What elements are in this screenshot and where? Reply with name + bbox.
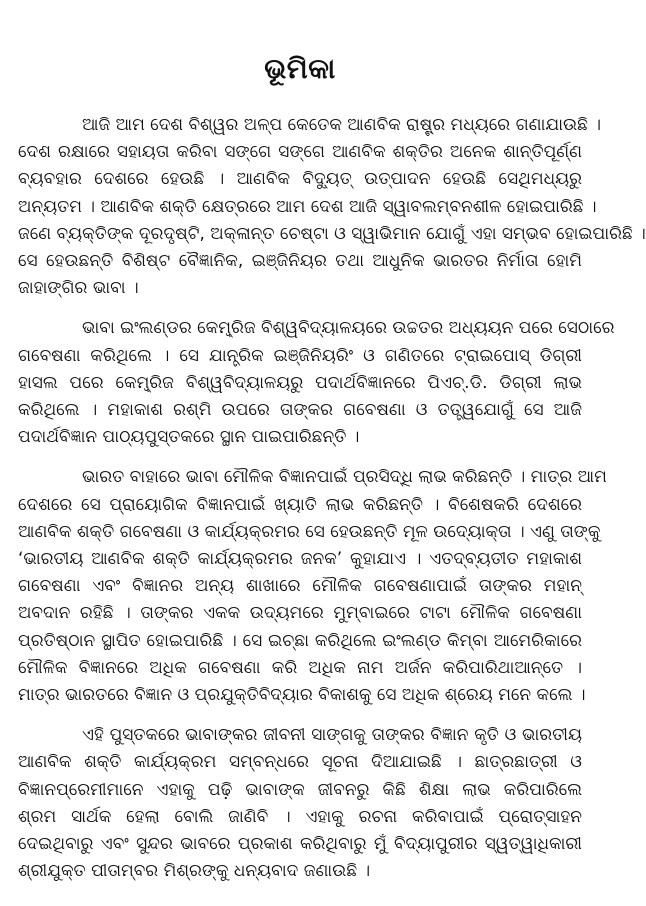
text-line: ପ୍ରତିଷ୍ଠାନ ସ୍ଥାପିତ ହୋଇପାରିଛି । ସେ ଇଚ୍ଛା କରିଥିଲେ ଇଂଲଣ୍ଡ କିମ୍ବା ଆମେରିକାରେ xyxy=(18,630,582,651)
text-line: ଆଣବିକ ଶକ୍ତି କାର୍ଯ୍ୟକ୍ରମ ସମ୍ବନ୍ଧରେ ସୂଚନା ଦିଆଯାଇଛି । ଛାତ୍ରଛାତ୍ରୀ ଓ xyxy=(18,752,582,773)
paragraph-2 xyxy=(18,315,615,451)
text-line: କରିଥିଲେ । ମହାକାଶ ରଶ୍ମି ଉପରେ ତାଙ୍କର ଗବେଷଣା ଓ ତତ୍ତ୍ୱଯୋଗୁଁ ସେ ଆଜି xyxy=(18,400,582,421)
text-line: ହାସଲ ପରେ କେମ୍ବ୍ରିଜ ବିଶ୍ୱବିଦ୍ୟାଳୟରୁ ପଦାର୍ଥବିଜ୍ଞାନରେ ପିଏଚ୍.ଡି. ଡିଗ୍ରୀ ଲାଭ xyxy=(18,372,582,393)
text-line: ଆଜି ଆମ ଦେଶ ବିଶ୍ୱର ଅଳ୍ପ କେତେକ ଆଣବିକ ରାଷ୍ଟ୍ର ମଧ୍ୟରେ ଗଣାଯାଉଛି । xyxy=(82,115,601,135)
text-line: ‘ଭାରତୀୟ ଆଣବିକ ଶକ୍ତି କାର୍ଯ୍ୟକ୍ରମର ଜନକ’ କୁହାଯାଏ । ଏତଦ୍‌ବ୍ୟତୀତ ମହାକାଶ xyxy=(18,549,582,570)
paragraph-3 xyxy=(18,464,607,709)
text-line: ମୌଳିକ ବିଜ୍ଞାନରେ ଅଧିକ ଗବେଷଣା କରି ଅଧିକ ନାମ ଅର୍ଜନ କରିପାରିଥାଆନ୍ତେ । xyxy=(18,657,582,678)
text-line: ଗବେଷଣା ଏବଂ ବିଜ୍ଞାନର ଅନ୍ୟ ଶାଖାରେ ମୌଳିକ ଗବେଷଣାପାଇଁ ତାଙ୍କର ମହାନ୍ xyxy=(18,576,582,597)
text-line: ଭାରତ ବାହାରେ ଭାବା ମୌଳିକ ବିଜ୍ଞାନପାଇଁ ପ୍ରସିଦ୍ଧି ଲାଭ କରିଛନ୍ତି । ମାତ୍ର ଆମ xyxy=(82,467,607,488)
text-line: ଅନ୍ୟତମ । ଆଣବିକ ଶକ୍ତି କ୍ଷେତ୍ରରେ ଆମ ଦେଶ ଆଜି ସ୍ୱାବଲମ୍ବନଶୀଳ ହୋଇପାରିଛି । xyxy=(18,196,597,217)
text-line: ବିଜ୍ଞାନପ୍ରେମୀମାନେ ଏହାକୁ ପଢ଼ି ଭାବାଙ୍କ ଜୀବନରୁ କିଛି ଶିକ୍ଷା ଲାଭ କରିପାରିଲେ xyxy=(18,779,582,800)
text-line: ବ୍ୟବହାର ଦେଶରେ ହେଉଛି । ଆଣବିକ ବିଦ୍ୟୁତ୍ ଉତ୍ପାଦନ ହେଉଛି ସେଥିମଧ୍ୟରୁ xyxy=(18,169,582,190)
paragraph-1 xyxy=(18,112,646,302)
text-line: ଏହି ପୁସ୍ତକରେ ଭାବାଙ୍କର ଜୀବନୀ ସାଙ୍ଗକୁ ତାଙ୍କର ବିଜ୍ଞାନ କୃତି ଓ ଭାରତୀୟ xyxy=(82,725,582,746)
text-line: ଦେଇଥିବାରୁ ଏବଂ ସୁନ୍ଦର ଭାବରେ ପ୍ରକାଶ କରିଥିବାରୁ ମୁଁ ବିଦ୍ୟାପୁରୀର ସ୍ୱତ୍ୱାଧିକାରୀ xyxy=(18,834,582,855)
text-line: ଜାହାଙ୍ଗିର ଭାବା । xyxy=(18,278,139,299)
text-line: ପଦାର୍ଥବିଜ୍ଞାନ ପାଠ୍ୟପୁସ୍ତକରେ ସ୍ଥାନ ପାଇପାରିଛନ୍ତି । xyxy=(18,427,360,448)
text-line: ଶ୍ରୀଯୁକ୍ତ ପୀତାମ୍ବର ମିଶ୍ରଙ୍କୁ ଧନ୍ୟବାଦ ଜଣାଉଛି । xyxy=(18,861,371,882)
text-line: ସେ ହେଉଛନ୍ତି ବିଶିଷ୍ଟ ବୈଜ୍ଞାନିକ, ଇଞ୍ଜିନିୟର ତଥା ଆଧୁନିକ ଭାରତର ନିର୍ମାତା ହୋମି xyxy=(18,251,582,272)
page-title: ଭୂମିକା xyxy=(264,52,336,85)
text-line: ମାତ୍ର ଭାରତରେ ବିଜ୍ଞାନ ଓ ପ୍ରଯୁକ୍ତିବିଦ୍ୟାର ବିକାଶକୁ ସେ ଅଧିକ ଶ୍ରେୟ ମନେ କଲେ । xyxy=(18,685,586,706)
text-line: ଦେଶ ରକ୍ଷାରେ ସହାୟତା କରିବା ସଙ୍ଗେ ସଙ୍ଗେ ଆଣବିକ ଶକ୍ତିର ଅନେକ ଶାନ୍ତିପୂର୍ଣ୍ଣ xyxy=(18,142,582,163)
text-line: ଭାବା ଇଂଲଣ୍ଡର କେମ୍ବ୍ରିଜ ବିଶ୍ୱବିଦ୍ୟାଳୟରେ ଉଚ୍ଚତର ଅଧ୍ୟୟନ ପରେ ସେଠାରେ xyxy=(82,318,615,339)
text-line: ଆଣବିକ ଶକ୍ତି ଗବେଷଣା ଓ କାର୍ଯ୍ୟକ୍ରମର ସେ ହେଉଛନ୍ତି ମୂଳ ଉଦ୍ୟୋକ୍ତା । ଏଣୁ ତାଙ୍କୁ xyxy=(18,521,601,542)
text-line: ଅବଦାନ ରହିଛି । ତାଙ୍କର ଏକକ ଉଦ୍ୟମରେ ମୁମ୍ବାଇରେ ଟାଟା ମୌଳିକ ଗବେଷଣା xyxy=(18,603,582,624)
text-line: ଦେଶରେ ସେ ପ୍ରାୟୋଗିକ ବିଜ୍ଞାନପାଇଁ ଖ୍ୟାତି ଲାଭ କରିଛନ୍ତି । ବିଶେଷକରି ଦେଶରେ xyxy=(18,494,582,515)
text-line: ଶ୍ରମ ସାର୍ଥକ ହେଲା ବୋଲି ଜାଣିବି । ଏହାକୁ ରଚନା କରିବାପାଇଁ ପ୍ରୋତ୍ସାହନ xyxy=(18,806,582,827)
preface-body xyxy=(18,112,646,885)
text-line: ଗବେଷଣା କରିଥିଲେ । ସେ ଯାନ୍ତ୍ରିକ ଇଞ୍ଜିନିୟରିଂ ଓ ଗଣିତରେ ଟ୍ରାଇପୋସ୍ ଡିଗ୍ରୀ xyxy=(18,345,582,366)
paragraph-4 xyxy=(18,722,582,885)
text-line: ଜଣେ ବ୍ୟକ୍ତିଙ୍କ ଦୂରଦୃଷ୍ଟି, ଅକ୍ଳାନ୍ତ ଚେଷ୍ଟା ଓ ସ୍ୱାଭିମାନ ଯୋଗୁଁ ଏହା ସମ୍ଭବ ହୋଇପାରିଛି । xyxy=(18,223,646,244)
